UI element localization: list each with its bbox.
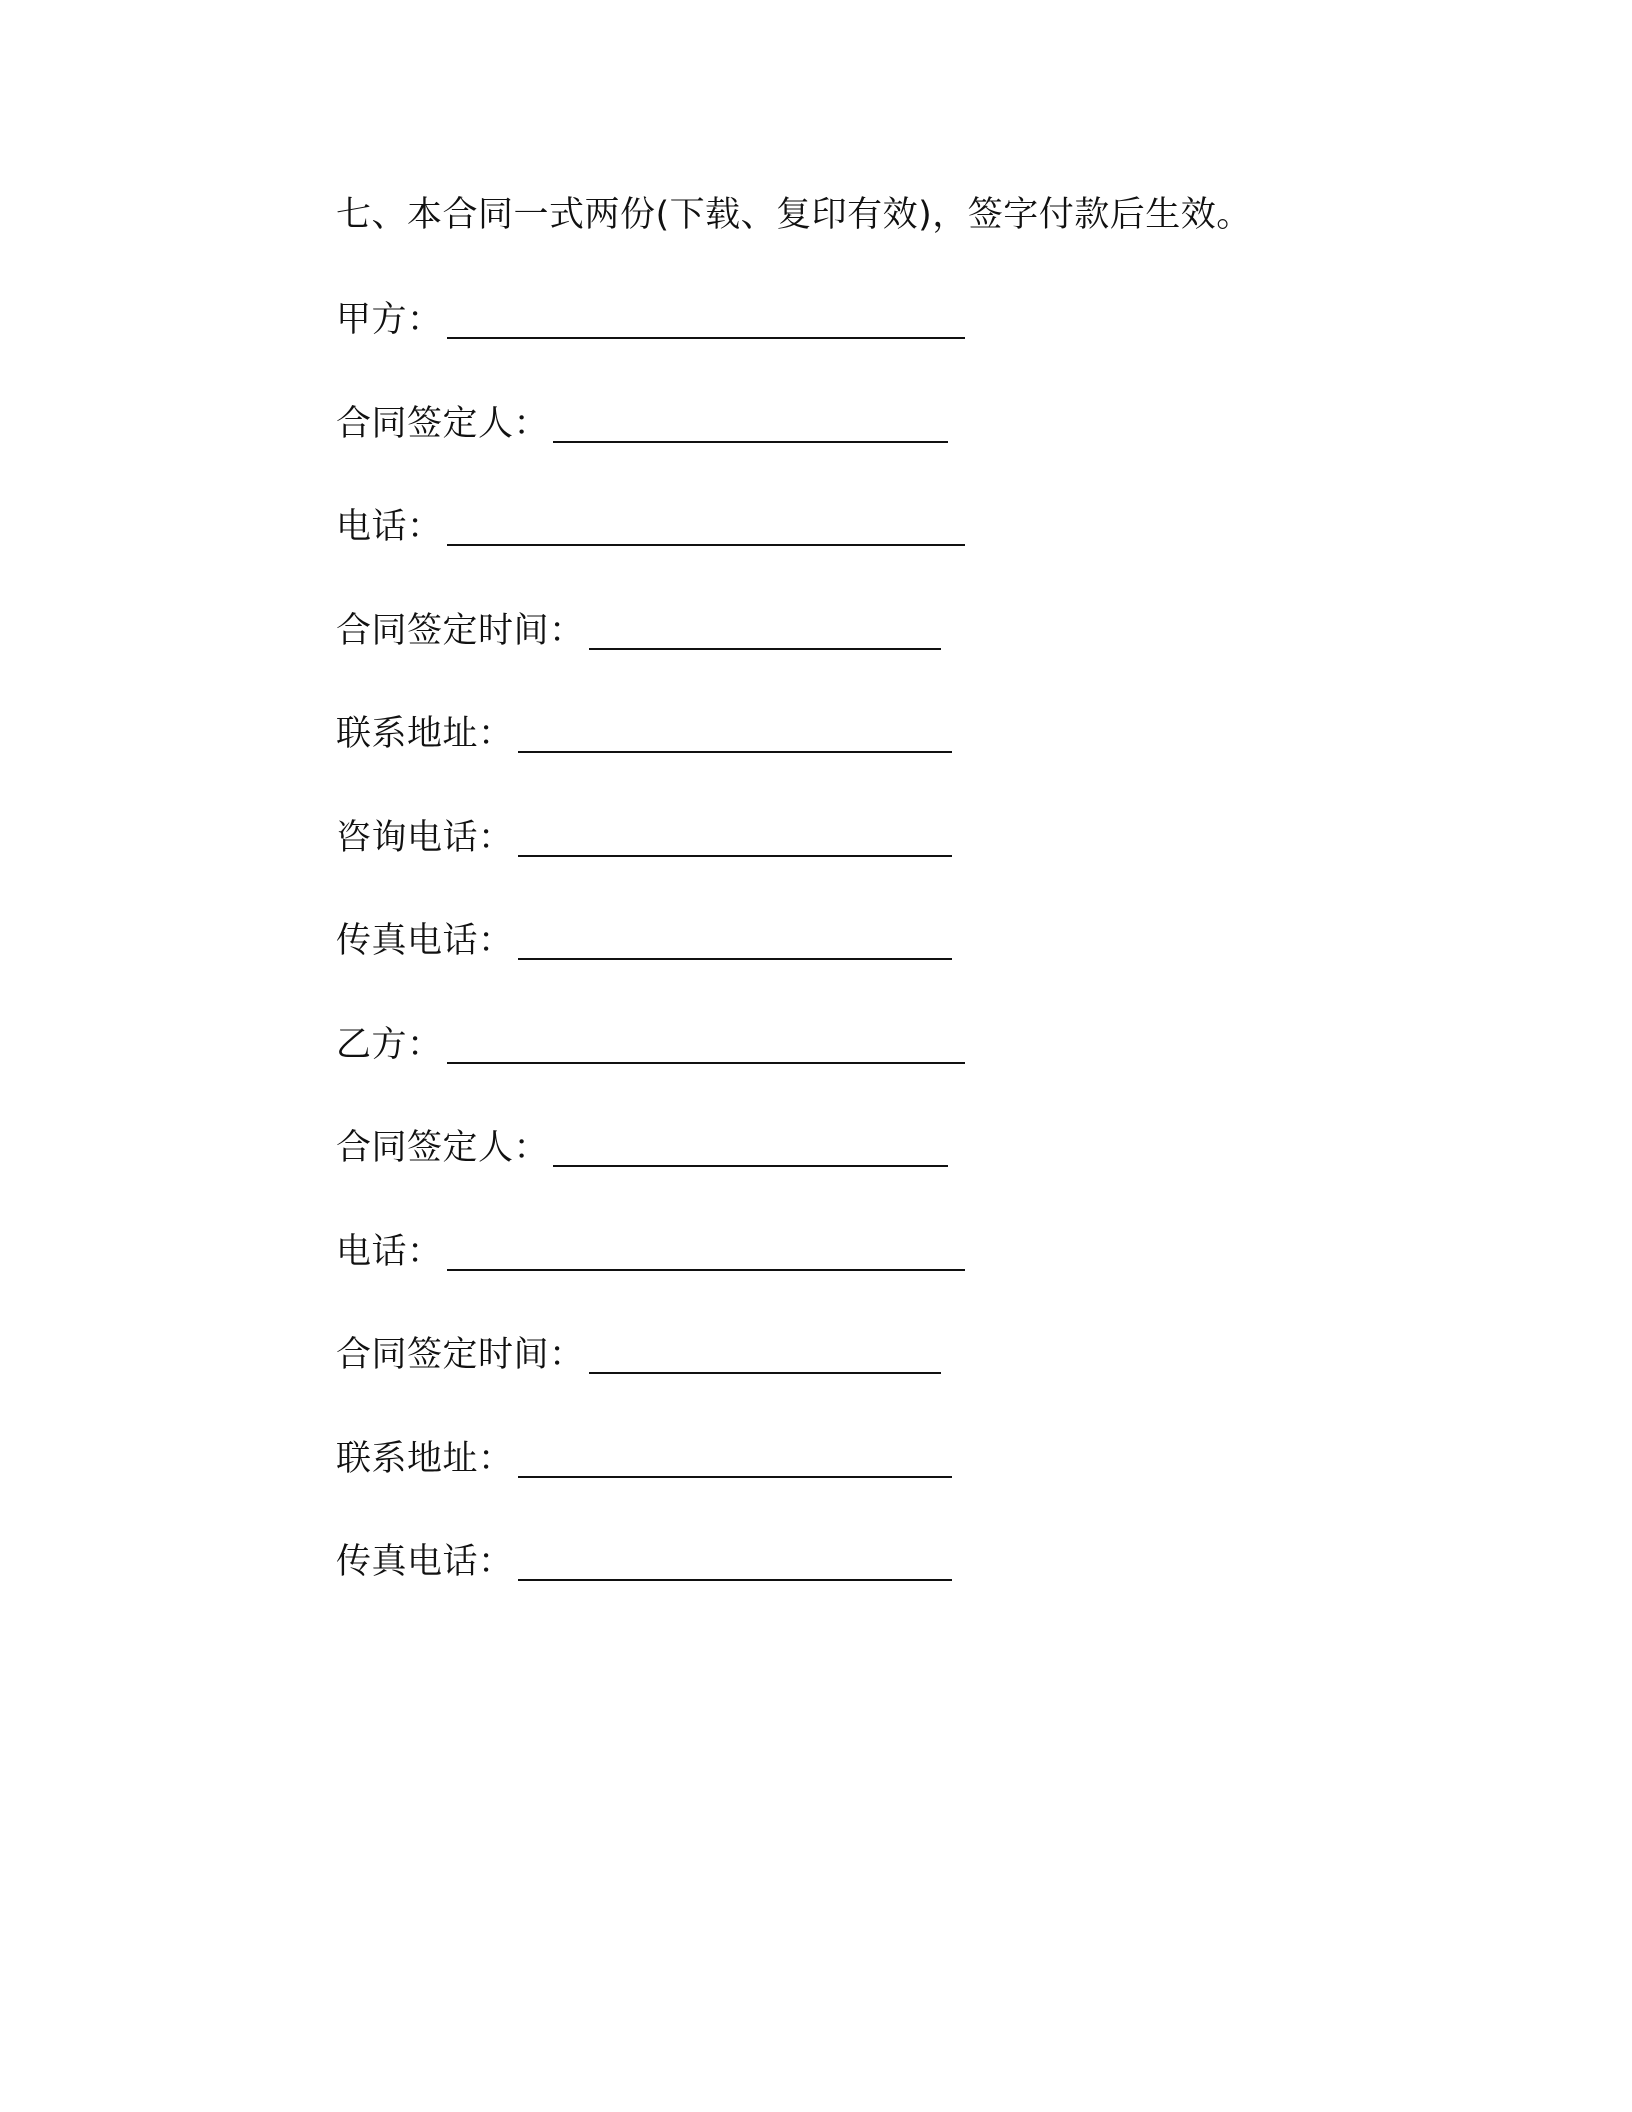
- field-label: 甲方：: [336, 300, 443, 340]
- party-b-address-field: [336, 1434, 965, 1538]
- signature-fields: [336, 295, 965, 1641]
- party-b-signing-date-field: [336, 1330, 965, 1434]
- party-a-fax-blank-line[interactable]: [518, 918, 952, 960]
- field-label: 合同签定时间：: [336, 610, 585, 651]
- party-a-signing-date-field: [336, 606, 965, 710]
- party-b-phone-field: [336, 1227, 965, 1331]
- party-b-fax-blank-line[interactable]: [518, 1539, 952, 1581]
- field-label: 合同签定人：: [336, 403, 550, 444]
- party-a-address-blank-line[interactable]: [518, 711, 952, 753]
- field-label: 咨询电话：: [336, 817, 514, 858]
- party-a-blank-line[interactable]: [447, 297, 965, 339]
- field-label: 电话：: [336, 1231, 443, 1272]
- party-b-blank-line[interactable]: [447, 1022, 965, 1064]
- party-a-phone-blank-line[interactable]: [447, 504, 965, 546]
- field-label: 合同签定人：: [336, 1128, 550, 1168]
- field-label: 合同签定时间：: [336, 1335, 585, 1375]
- party-a-inquiry-phone-blank-line[interactable]: [518, 815, 952, 857]
- party-a-signing-date-blank-line[interactable]: [589, 608, 941, 650]
- party-b-signatory-blank-line[interactable]: [553, 1125, 948, 1167]
- party-a-address-field: [336, 709, 965, 813]
- field-label: 电话：: [336, 507, 443, 547]
- field-label: 联系地址：: [336, 714, 514, 754]
- field-label: 传真电话：: [336, 921, 514, 961]
- party-b-signatory-field: [336, 1123, 965, 1227]
- party-a-signatory-blank-line[interactable]: [553, 401, 948, 443]
- clause-seven: 七、本合同一式两份(下载、复印有效)，签字付款后生效。: [336, 195, 1252, 235]
- party-a-field: [336, 295, 965, 399]
- party-a-inquiry-phone-field: [336, 813, 965, 917]
- party-a-signatory-field: [336, 399, 965, 503]
- party-a-fax-field: [336, 916, 965, 1020]
- party-a-phone-field: [336, 502, 965, 606]
- party-b-address-blank-line[interactable]: [518, 1436, 952, 1478]
- field-label: 联系地址：: [336, 1438, 514, 1479]
- party-b-signing-date-blank-line[interactable]: [589, 1332, 941, 1374]
- party-b-fax-field: [336, 1537, 965, 1641]
- field-label: 乙方：: [336, 1024, 443, 1065]
- party-b-phone-blank-line[interactable]: [447, 1229, 965, 1271]
- field-label: 传真电话：: [336, 1542, 514, 1582]
- party-b-field: [336, 1020, 965, 1124]
